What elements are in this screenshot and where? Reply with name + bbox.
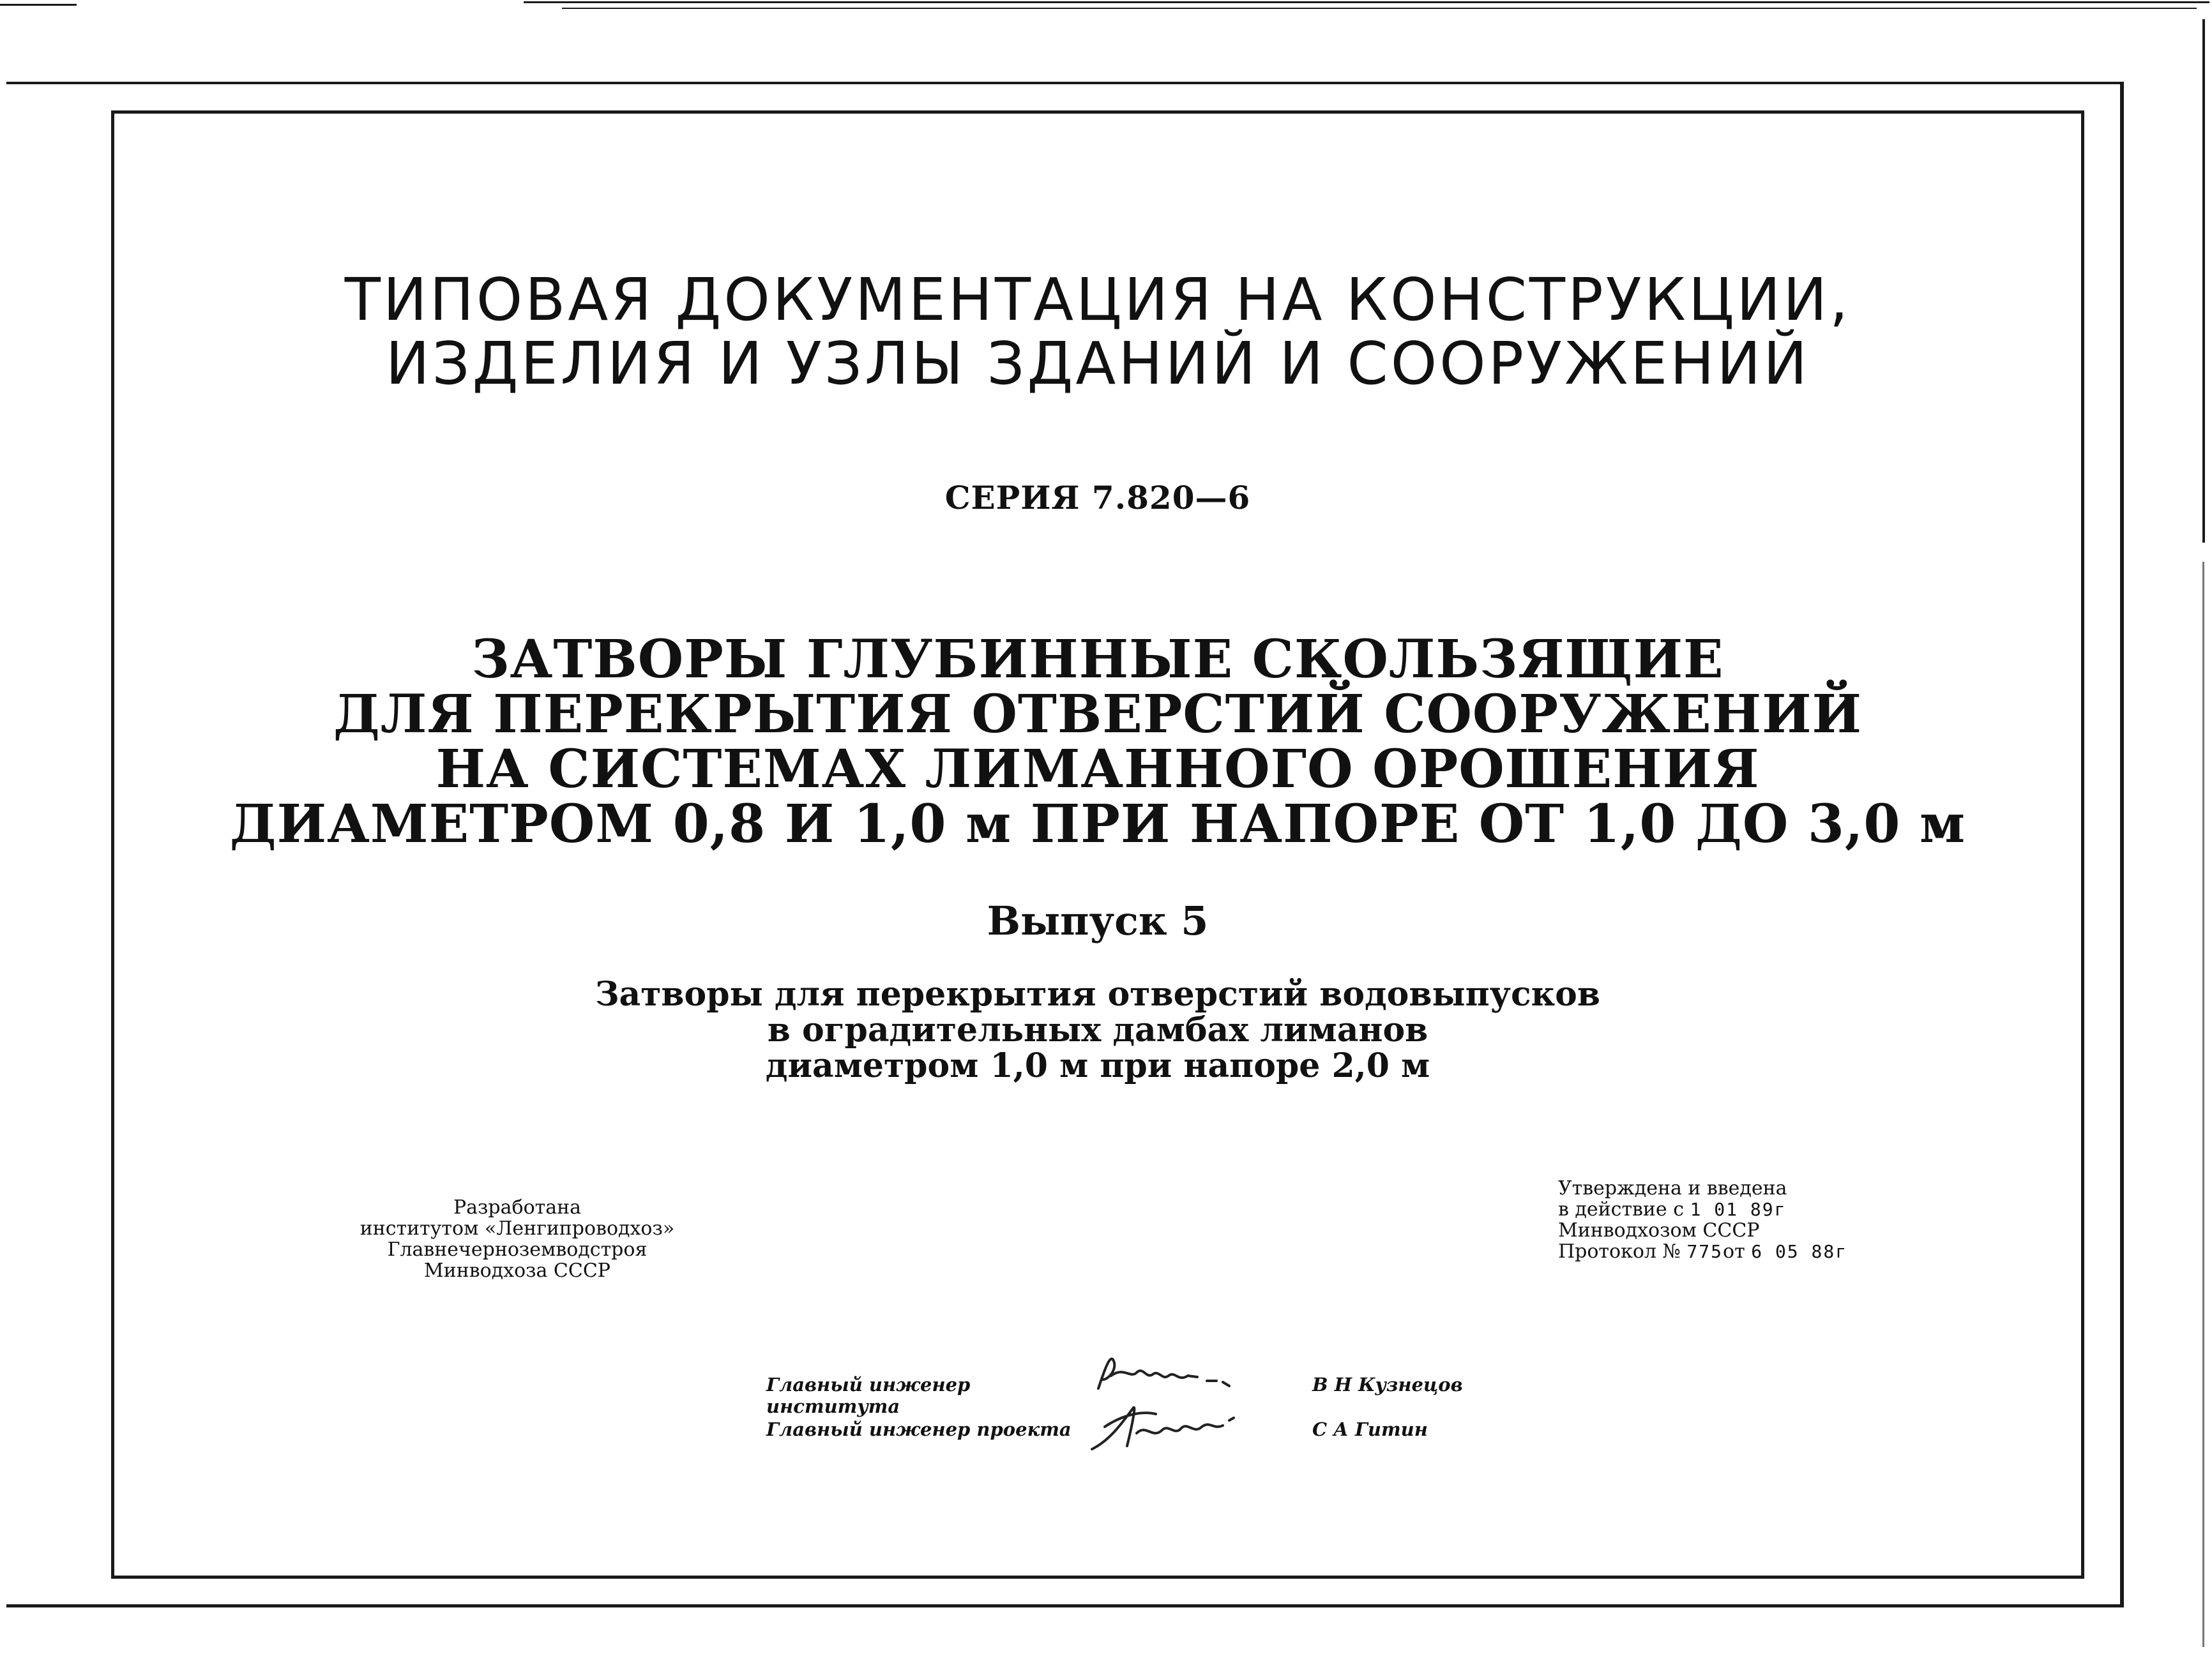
gate-title-line-1: ЗАТВОРЫ ГЛУБИННЫЕ СКОЛЬЗЯЩИЕ	[471, 629, 1724, 690]
scan-artifact-line	[0, 4, 77, 6]
developer-line-4: Минводхоза СССР	[424, 1260, 610, 1282]
main-title-line-1: ТИПОВАЯ ДОКУМЕНТАЦИЯ НА КОНСТРУКЦИИ,	[344, 266, 1851, 334]
protocol-from-label: от	[1723, 1240, 1745, 1263]
approval-line-4	[1558, 1241, 1847, 1262]
signature-name: С А Гитин	[1312, 1418, 1428, 1440]
main-title	[111, 268, 2084, 396]
series-label: СЕРИЯ 7.820—6	[944, 479, 1251, 516]
gate-title-line-3: НА СИСТЕМАХ ЛИМАННОГО ОРОШЕНИЯ	[436, 739, 1760, 800]
gate-title-line-2: ДЛЯ ПЕРЕКРЫТИЯ ОТВЕРСТИЙ СООРУЖЕНИЙ	[333, 684, 1863, 745]
signature-role: Главный инженер института	[766, 1374, 971, 1417]
signature-role: Главный инженер проекта	[766, 1418, 1072, 1440]
scan-artifact-line	[2202, 19, 2205, 543]
approval-block	[1558, 1178, 1847, 1262]
developer-line-3: Главнечерноземводстроя	[387, 1238, 648, 1261]
handwritten-signature	[1086, 1344, 1290, 1401]
scan-artifact-line	[562, 8, 2197, 9]
subtitle-line-1: Затворы для перекрытия отверстий водовыпусков	[595, 975, 1600, 1014]
protocol-number: 775	[1686, 1241, 1723, 1262]
handwritten-signature	[1086, 1395, 1290, 1459]
developer-line-1: Разработана	[453, 1196, 581, 1219]
protocol-label: Протокол №	[1558, 1240, 1681, 1263]
gate-title-line-4: ДИАМЕТРОМ 0,8 И 1,0 м ПРИ НАПОРЕ ОТ 1,0 ДО 3,0 м	[229, 794, 1966, 855]
protocol-date: 6 05 88г	[1751, 1241, 1848, 1262]
issue-number: Выпуск 5	[987, 898, 1209, 944]
approval-effective-date: 1 01 89г	[1690, 1199, 1787, 1220]
scan-artifact-line	[524, 1, 2209, 3]
main-title-line-2: ИЗДЕЛИЯ И УЗЛЫ ЗДАНИЙ И СООРУЖЕНИЙ	[385, 329, 1810, 398]
subtitle-line-3: диаметром 1,0 м при напоре 2,0 м	[765, 1046, 1430, 1085]
approval-line-2	[1558, 1199, 1847, 1220]
subtitle-line-2: в оградительных дамбах лиманов	[767, 1011, 1428, 1050]
approval-line-1: Утверждена и введена	[1558, 1177, 1787, 1200]
issue-subtitle	[111, 977, 2084, 1084]
approval-line-3: Минводхозом СССР	[1558, 1219, 1760, 1242]
scan-artifact-line	[2202, 562, 2204, 1647]
gate-title	[111, 629, 2084, 855]
developer-line-2: институтом «Ленгипроводхоз»	[360, 1217, 675, 1240]
developer-block	[338, 1197, 696, 1281]
signature-name: В Н Кузнецов	[1312, 1374, 1463, 1396]
approval-effective-label: в действие с	[1558, 1198, 1685, 1221]
